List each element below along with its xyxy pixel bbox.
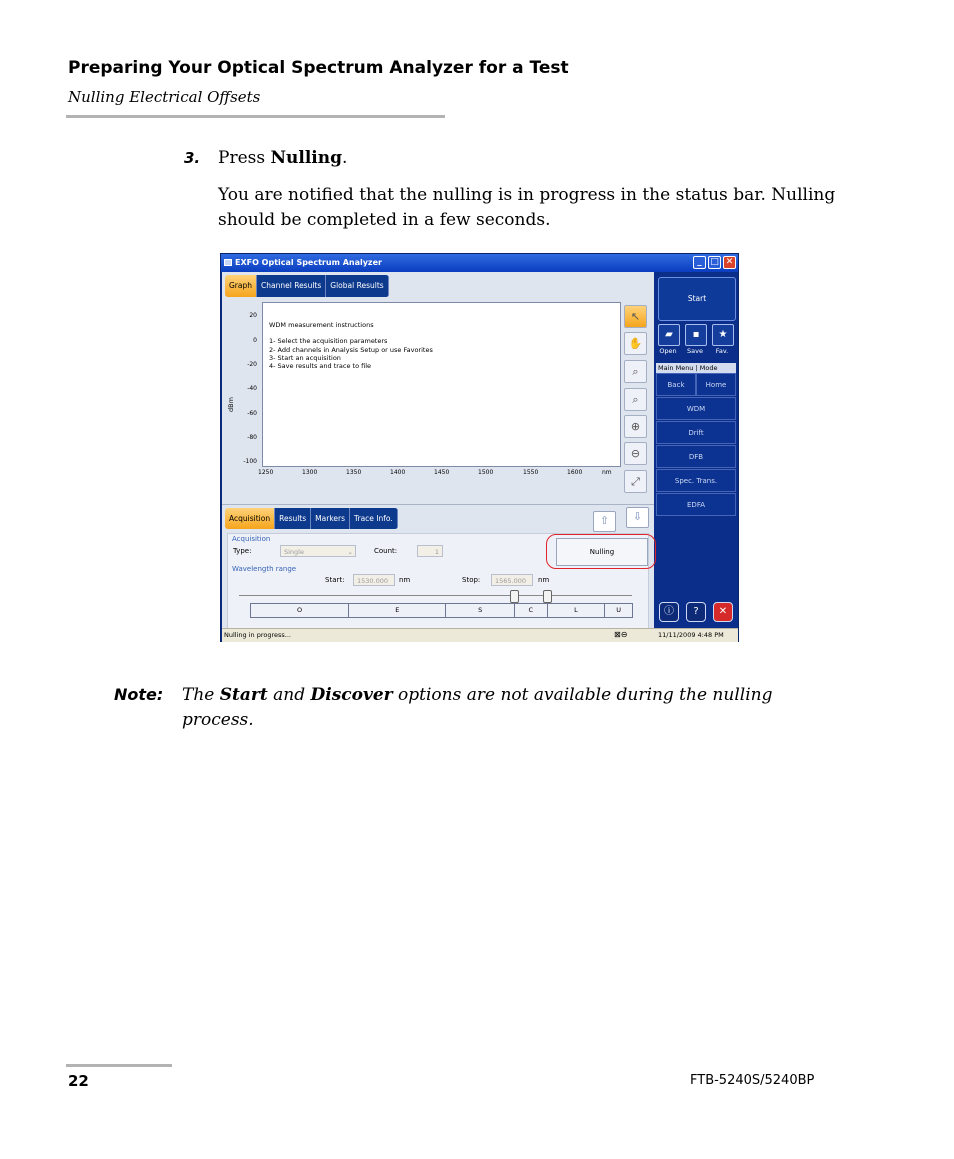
y-tick: -80 [247,434,257,441]
menu-header: Main Menu | Mode [656,363,736,373]
start-button[interactable]: Start [658,277,736,321]
start-wavelength-field[interactable]: 1530.000 [353,574,395,586]
zoom-area-icon[interactable]: ⌕ [624,360,647,383]
mode-drift[interactable]: Drift [656,421,736,444]
full-view-icon[interactable]: ⤢ [624,470,647,493]
x-tick: 1300 [302,469,318,476]
y-tick: -40 [247,385,257,392]
x-tick: 1450 [434,469,450,476]
tab-global-results[interactable]: Global Results [326,275,388,297]
note-text: The Start and Discover options are not available during the nulling process. [182,685,773,730]
window-title: EXFO Optical Spectrum Analyzer [235,258,382,267]
tab-trace-info[interactable]: Trace Info. [350,508,398,529]
count-label: Count: [374,547,398,555]
x-axis-unit: nm [602,469,612,476]
band-s[interactable]: S [446,604,514,617]
zoom-fit-icon[interactable]: ⌕ [624,388,647,411]
pointer-icon[interactable]: ↖ [624,305,647,328]
pan-hand-icon[interactable]: ✋ [624,332,647,355]
start-unit: nm [399,576,411,584]
x-tick: 1500 [478,469,494,476]
band-o[interactable]: O [251,604,349,617]
fav-label: Fav. [715,347,729,355]
open-label: Open [659,347,677,355]
wavelength-group-label: Wavelength range [232,565,297,573]
app-screenshot [220,253,739,642]
tab-channel-results[interactable]: Channel Results [257,275,326,297]
wavelength-slider-track[interactable] [239,595,632,596]
open-folder-icon[interactable]: ▰ [658,324,680,346]
stop-unit: nm [538,576,550,584]
mode-spec-trans[interactable]: Spec. Trans. [656,469,736,492]
save-disk-icon[interactable]: ▪ [685,324,707,346]
mode-edfa[interactable]: EDFA [656,493,736,516]
status-bar [222,628,738,642]
product-model: FTB-5240S/5240BP [690,1073,815,1088]
favorites-star-icon[interactable]: ★ [712,324,734,346]
band-bar [250,603,633,618]
y-tick: 20 [249,312,257,319]
info-icon[interactable]: ⓘ [659,602,679,622]
count-field[interactable]: 1 [417,545,443,557]
page-number: 22 [68,1072,89,1090]
window-titlebar [221,254,738,272]
main-client-area [222,272,654,640]
tab-markers[interactable]: Markers [311,508,350,529]
panel-down-icon[interactable]: ⇩ [626,507,649,528]
status-datetime: 11/11/2009 4:48 PM [658,631,724,639]
x-tick: 1250 [258,469,274,476]
app-icon [224,259,232,266]
footer-divider [66,1064,172,1067]
minimize-icon[interactable]: _ [693,256,706,269]
stop-wavelength-field[interactable]: 1565.000 [491,574,533,586]
home-button[interactable]: Home [696,373,736,396]
x-tick: 1350 [346,469,362,476]
close-icon[interactable]: ✕ [723,256,736,269]
tab-acquisition[interactable]: Acquisition [225,508,275,529]
step-number: 3. [184,149,201,167]
bottom-tabs [225,508,398,529]
band-c[interactable]: C [515,604,548,617]
band-u[interactable]: U [616,606,621,614]
step-description: You are notified that the nulling is in progress in the status bar. Nulling should be completed in a few seconds. [218,185,836,230]
stop-label: Stop: [462,576,481,584]
save-label: Save [687,347,703,355]
step-instruction: Press Nulling. [218,148,348,168]
y-axis-label: dBm [227,397,235,412]
spectrum-graph[interactable] [262,302,621,467]
back-button[interactable]: Back [656,373,696,396]
zoom-out-icon[interactable]: ⊖ [624,442,647,465]
band-l[interactable]: L [548,604,606,617]
mode-dfb[interactable]: DFB [656,445,736,468]
y-tick: -100 [243,458,257,465]
page-header-title: Preparing Your Optical Spectrum Analyzer for a Test [68,58,569,78]
band-e[interactable]: E [349,604,446,617]
measurement-instructions: WDM measurement instructions 1- Select the acquisition parameters 2- Add channels in Analysis Setup or use Favorites 3- Start an acquisition 4- Save results and trace to file [269,321,433,371]
x-tick: 1600 [567,469,583,476]
y-tick: 0 [253,337,257,344]
mode-wdm[interactable]: WDM [656,397,736,420]
nulling-button[interactable]: Nulling [556,538,648,566]
exit-icon[interactable]: ✕ [713,602,733,622]
top-tabs [225,275,389,297]
acquisition-group-label: Acquisition [232,535,271,543]
start-label: Start: [325,576,345,584]
side-menu [656,272,738,628]
type-label: Type: [233,547,252,555]
highlight-oval [546,534,656,569]
status-message: Nulling in progress... [224,631,291,639]
y-tick: -20 [247,361,257,368]
acquisition-panel [222,504,654,641]
tray-icons: ⊠⊖ [614,630,628,639]
y-tick: -60 [247,410,257,417]
header-divider [66,115,445,118]
chevron-down-icon: ⌄ [347,548,353,556]
zoom-in-icon[interactable]: ⊕ [624,415,647,438]
maximize-icon[interactable]: □ [708,256,721,269]
x-tick: 1550 [523,469,539,476]
slider-start-thumb[interactable] [510,590,519,603]
x-tick: 1400 [390,469,406,476]
help-icon[interactable]: ? [686,602,706,622]
note-label: Note: [114,685,164,704]
slider-stop-thumb[interactable] [543,590,552,603]
type-select[interactable]: Single ⌄ [280,545,356,557]
panel-up-icon[interactable]: ⇧ [593,511,616,532]
tab-graph[interactable]: Graph [225,275,257,297]
tab-results[interactable]: Results [275,508,311,529]
page-header-subtitle: Nulling Electrical Offsets [68,88,261,106]
